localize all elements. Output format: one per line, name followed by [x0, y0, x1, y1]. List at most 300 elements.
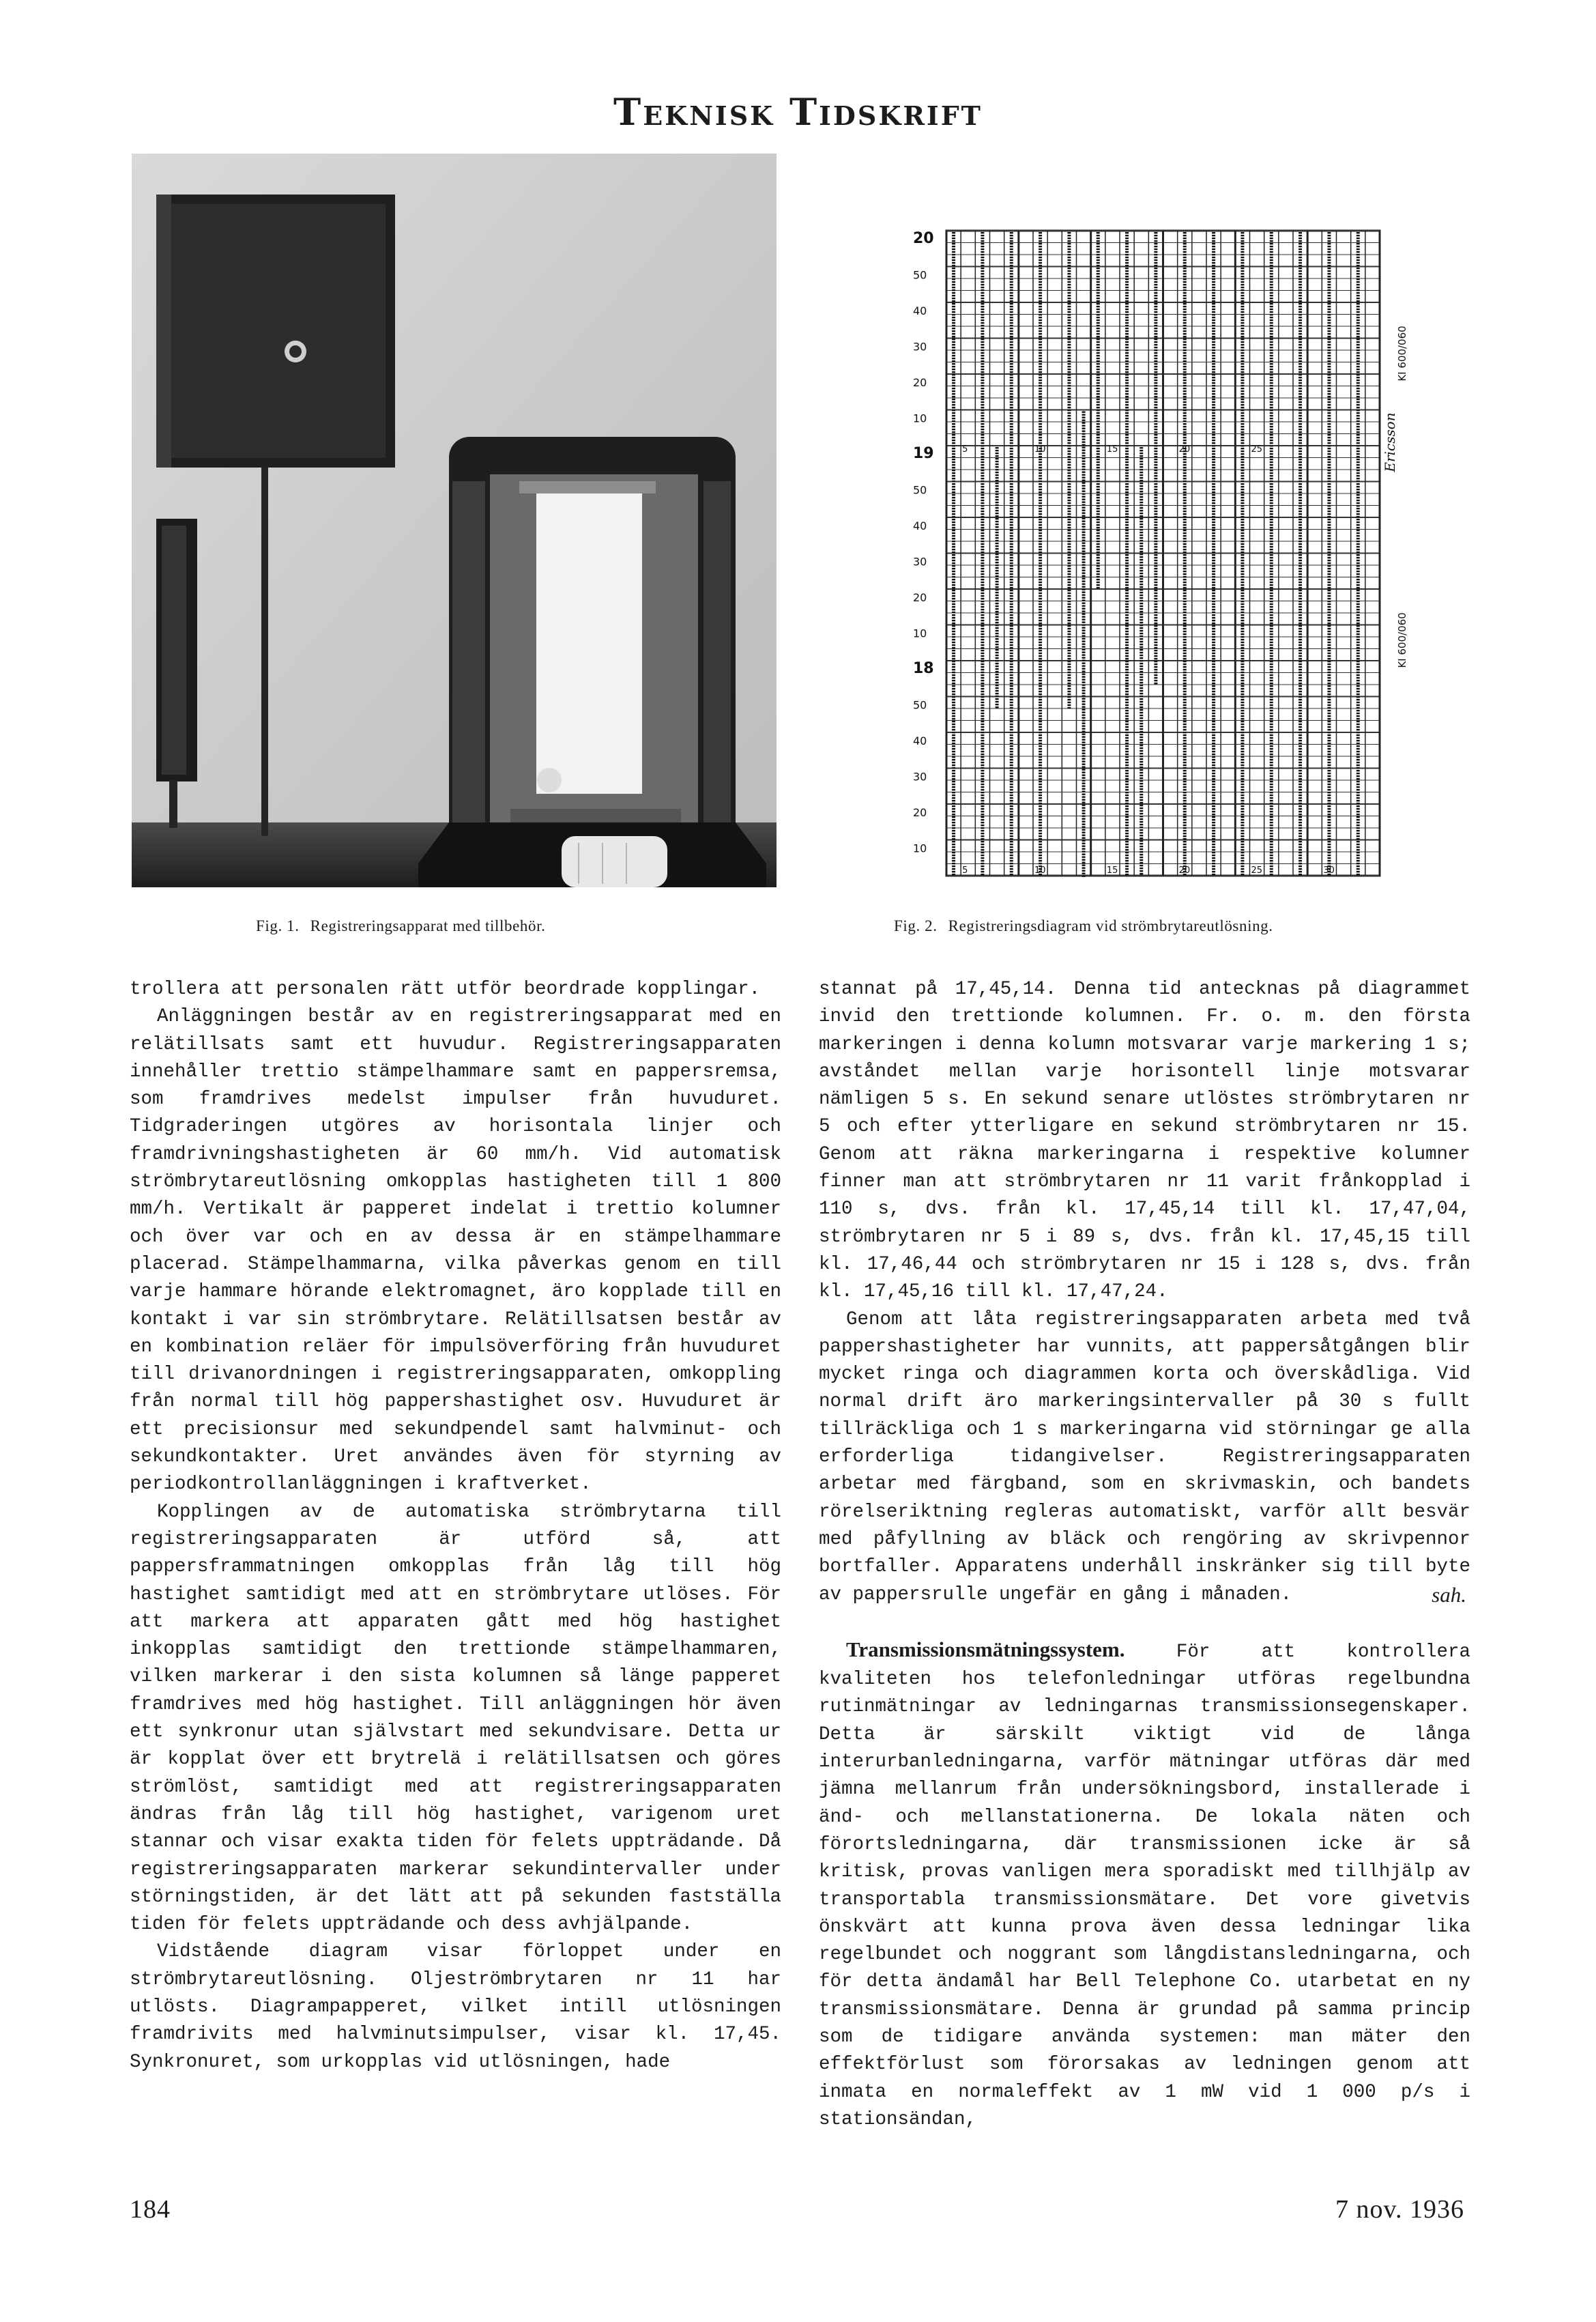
stamp-mark — [1212, 751, 1215, 752]
stamp-mark — [1125, 472, 1129, 474]
stamp-mark — [1125, 401, 1129, 403]
stamp-mark — [1125, 767, 1129, 769]
stamp-mark — [952, 240, 955, 242]
stamp-mark — [1067, 287, 1071, 288]
stamp-mark — [1154, 355, 1157, 356]
stamp-mark — [1240, 311, 1244, 313]
stamp-mark — [1010, 240, 1013, 242]
stamp-mark — [1212, 445, 1215, 446]
stamp-mark — [1212, 251, 1215, 253]
stamp-mark — [1298, 543, 1302, 545]
stamp-mark — [981, 292, 984, 293]
stamp-mark — [1183, 415, 1187, 416]
stamp-mark — [1097, 295, 1100, 296]
stamp-mark — [1240, 653, 1244, 654]
stamp-mark — [1082, 747, 1086, 749]
stamp-mark — [1183, 650, 1187, 651]
stamp-mark — [1327, 519, 1331, 520]
stamp-mark — [1154, 423, 1157, 425]
stamp-mark — [1125, 778, 1129, 779]
stamp-mark — [1010, 663, 1013, 665]
stamp-mark — [1270, 330, 1273, 332]
stamp-mark — [1356, 420, 1360, 422]
stamp-mark — [1183, 658, 1187, 659]
stamp-mark — [1298, 773, 1302, 774]
stamp-mark — [1212, 287, 1215, 288]
stamp-mark — [952, 265, 955, 266]
stamp-mark — [1270, 505, 1273, 506]
stamp-mark — [1125, 554, 1129, 556]
stamp-mark — [981, 606, 984, 607]
stamp-mark — [1154, 677, 1157, 678]
stamp-mark — [1039, 508, 1042, 509]
stamp-mark — [1270, 314, 1273, 315]
stamp-mark — [1183, 805, 1187, 807]
stamp-mark — [1010, 751, 1013, 752]
stamp-mark — [1067, 374, 1071, 375]
stamp-mark — [1240, 475, 1244, 476]
stamp-mark — [1154, 240, 1157, 242]
stamp-mark — [1240, 486, 1244, 487]
stamp-mark — [1010, 868, 1013, 870]
stamp-mark — [1097, 475, 1100, 476]
stamp-mark — [1010, 740, 1013, 741]
stamp-mark — [1067, 257, 1071, 258]
stamp-mark — [1183, 248, 1187, 250]
stamp-mark — [1298, 737, 1302, 739]
stamp-mark — [1183, 603, 1187, 605]
stamp-mark — [1154, 371, 1157, 373]
stamp-mark — [1240, 816, 1244, 818]
stamp-mark — [1154, 322, 1157, 324]
stamp-mark — [1010, 453, 1013, 455]
stamp-mark — [1125, 317, 1129, 318]
stamp-mark — [1140, 529, 1143, 530]
stamp-mark — [952, 868, 955, 870]
stamp-mark — [1298, 568, 1302, 569]
stamp-mark — [1140, 761, 1143, 762]
stamp-mark — [1067, 420, 1071, 422]
stamp-mark — [981, 505, 984, 506]
stamp-mark — [1082, 556, 1086, 558]
stamp-mark — [1183, 672, 1187, 673]
stamp-mark — [1270, 663, 1273, 665]
stamp-mark — [952, 393, 955, 395]
stamp-mark — [1212, 382, 1215, 384]
stamp-mark — [952, 860, 955, 861]
stamp-mark — [1240, 336, 1244, 337]
stamp-mark — [1154, 467, 1157, 468]
stamp-mark — [981, 620, 984, 621]
stamp-mark — [1097, 355, 1100, 356]
stamp-mark — [1240, 775, 1244, 777]
stamp-mark — [1067, 347, 1071, 348]
stamp-mark — [1067, 625, 1071, 627]
stamp-mark — [1356, 481, 1360, 482]
stamp-mark — [1356, 617, 1360, 618]
stamp-mark — [1154, 344, 1157, 345]
stamp-mark — [952, 794, 955, 796]
stamp-mark — [1240, 319, 1244, 321]
stamp-mark — [952, 500, 955, 501]
stamp-mark — [1039, 710, 1042, 711]
stamp-mark — [1039, 562, 1042, 564]
stamp-mark — [1067, 382, 1071, 384]
stamp-mark — [1183, 513, 1187, 515]
stamp-mark — [1212, 732, 1215, 733]
stamp-mark — [996, 630, 999, 631]
stamp-mark — [1039, 524, 1042, 526]
stamp-mark — [1010, 418, 1013, 419]
stamp-mark — [1240, 786, 1244, 788]
stamp-mark — [1082, 581, 1086, 582]
stamp-mark — [1270, 508, 1273, 509]
stamp-mark — [1240, 513, 1244, 515]
stamp-mark — [1356, 360, 1360, 362]
stamp-mark — [1082, 474, 1086, 476]
stamp-mark — [981, 576, 984, 577]
stamp-mark — [1212, 737, 1215, 739]
stamp-mark — [1097, 371, 1100, 373]
stamp-mark — [1240, 339, 1244, 340]
stamp-mark — [952, 404, 955, 405]
stamp-mark — [1183, 857, 1187, 859]
stamp-mark — [1010, 527, 1013, 528]
stamp-mark — [1356, 445, 1360, 446]
stamp-mark — [1212, 355, 1215, 356]
stamp-mark — [1298, 841, 1302, 842]
stamp-mark — [1212, 571, 1215, 572]
stamp-mark — [1240, 502, 1244, 504]
stamp-mark — [952, 287, 955, 288]
stamp-mark — [1298, 328, 1302, 329]
stamp-mark — [1125, 789, 1129, 790]
stamp-mark — [981, 696, 984, 698]
stamp-mark — [1183, 303, 1187, 304]
stamp-mark — [1125, 426, 1129, 427]
stamp-mark — [1125, 382, 1129, 384]
stamp-mark — [1183, 262, 1187, 263]
stamp-mark — [1240, 524, 1244, 526]
stamp-mark — [1240, 677, 1244, 678]
stamp-mark — [1010, 322, 1013, 324]
stamp-mark — [1067, 554, 1071, 556]
stamp-mark — [1067, 276, 1071, 277]
stamp-mark — [1270, 759, 1273, 760]
stamp-mark — [1140, 758, 1143, 760]
stamp-mark — [1067, 355, 1071, 356]
stamp-mark — [1270, 819, 1273, 820]
stamp-mark — [1356, 721, 1360, 722]
stamp-mark — [1067, 622, 1071, 624]
stamp-mark — [1154, 546, 1157, 547]
stamp-mark — [1356, 775, 1360, 777]
stamp-mark — [981, 595, 984, 597]
stamp-mark — [952, 606, 955, 607]
stamp-mark — [996, 652, 999, 653]
stamp-mark — [1010, 369, 1013, 370]
stamp-mark — [1298, 459, 1302, 460]
stamp-mark — [1154, 631, 1157, 632]
stamp-mark — [952, 622, 955, 624]
stamp-mark — [981, 723, 984, 725]
stamp-mark — [1270, 587, 1273, 588]
stamp-mark — [1039, 699, 1042, 700]
stamp-mark — [1356, 822, 1360, 823]
stamp-mark — [1010, 344, 1013, 345]
stamp-mark — [1125, 696, 1129, 698]
stamp-mark — [1125, 764, 1129, 766]
stamp-mark — [952, 494, 955, 496]
stamp-mark — [1298, 587, 1302, 588]
stamp-mark — [1183, 663, 1187, 665]
stamp-mark — [952, 251, 955, 253]
stamp-mark — [1327, 527, 1331, 528]
stamp-mark — [1154, 573, 1157, 575]
stamp-mark — [1240, 481, 1244, 482]
stamp-mark — [1183, 655, 1187, 657]
stamp-mark — [1097, 448, 1100, 449]
stamp-mark — [1125, 693, 1129, 695]
stamp-mark — [1039, 743, 1042, 744]
stamp-mark — [1125, 560, 1129, 561]
stamp-mark — [1125, 491, 1129, 493]
stamp-mark — [952, 754, 955, 755]
stamp-mark — [1270, 418, 1273, 419]
stamp-mark — [1140, 504, 1143, 506]
stamp-mark — [1039, 745, 1042, 747]
stamp-mark — [1097, 571, 1100, 572]
stamp-mark — [1356, 639, 1360, 640]
stamp-mark — [1327, 374, 1331, 375]
stamp-mark — [1039, 625, 1042, 627]
stamp-mark — [1039, 472, 1042, 474]
stamp-mark — [1039, 661, 1042, 662]
stamp-mark — [1140, 756, 1143, 757]
stamp-mark — [1212, 617, 1215, 618]
stamp-mark — [1240, 702, 1244, 703]
stamp-mark — [1097, 270, 1100, 272]
stamp-mark — [1097, 412, 1100, 414]
stamp-mark — [1067, 440, 1071, 441]
stamp-mark — [1183, 423, 1187, 425]
stamp-mark — [1082, 813, 1086, 814]
stamp-mark — [1298, 849, 1302, 850]
stamp-mark — [1154, 420, 1157, 422]
stamp-mark — [1039, 855, 1042, 856]
stamp-mark — [1067, 603, 1071, 605]
stamp-mark — [1212, 336, 1215, 337]
stamp-mark — [1327, 505, 1331, 506]
stamp-mark — [1212, 319, 1215, 321]
stamp-mark — [1010, 642, 1013, 643]
stamp-mark — [1125, 666, 1129, 668]
stamp-mark — [1212, 254, 1215, 255]
stamp-mark — [1270, 494, 1273, 496]
stamp-mark — [1067, 379, 1071, 381]
stamp-mark — [1097, 388, 1100, 389]
stamp-mark — [1154, 516, 1157, 517]
stamp-mark — [1240, 778, 1244, 779]
stamp-mark — [1270, 860, 1273, 861]
stamp-mark — [1356, 805, 1360, 807]
stamp-mark — [1082, 848, 1086, 850]
stamp-mark — [1240, 838, 1244, 840]
stamp-mark — [1356, 284, 1360, 285]
stamp-mark — [1212, 576, 1215, 577]
stamp-mark — [1327, 773, 1331, 774]
stamp-mark — [1125, 246, 1129, 247]
stamp-mark — [1183, 729, 1187, 730]
stamp-mark — [1298, 617, 1302, 618]
stamp-mark — [1356, 355, 1360, 356]
stamp-mark — [1356, 281, 1360, 283]
stamp-mark — [1183, 844, 1187, 845]
row-label: 30 — [913, 555, 927, 569]
stamp-mark — [1183, 587, 1187, 588]
stamp-mark — [1240, 666, 1244, 668]
stamp-mark — [1240, 289, 1244, 291]
stamp-mark — [952, 341, 955, 343]
stamp-mark — [1039, 650, 1042, 651]
stamp-mark — [1125, 461, 1129, 463]
stamp-mark — [1183, 849, 1187, 850]
stamp-mark — [1327, 754, 1331, 755]
stamp-mark — [1082, 605, 1086, 607]
stamp-mark — [1125, 486, 1129, 487]
stamp-mark — [1125, 371, 1129, 373]
stamp-mark — [952, 478, 955, 479]
stamp-mark — [1270, 647, 1273, 648]
stamp-mark — [1010, 590, 1013, 591]
stamp-mark — [1039, 287, 1042, 288]
stamp-mark — [1097, 289, 1100, 291]
stamp-mark — [1010, 658, 1013, 659]
stamp-mark — [1010, 794, 1013, 796]
stamp-mark — [1154, 445, 1157, 446]
stamp-mark — [1039, 538, 1042, 539]
stamp-mark — [952, 289, 955, 291]
stamp-mark — [1067, 472, 1071, 474]
stamp-mark — [1240, 393, 1244, 395]
stamp-mark — [1010, 816, 1013, 818]
stamp-mark — [1212, 603, 1215, 605]
stamp-mark — [1125, 786, 1129, 788]
stamp-mark — [1082, 829, 1086, 831]
stamp-mark — [1082, 750, 1086, 751]
stamp-mark — [1039, 590, 1042, 591]
stamp-mark — [1039, 696, 1042, 698]
row-label: 40 — [913, 304, 927, 317]
stamp-mark — [1010, 551, 1013, 553]
stamp-mark — [1270, 527, 1273, 528]
stamp-mark — [1327, 481, 1331, 482]
stamp-mark — [1356, 800, 1360, 801]
stamp-mark — [1183, 369, 1187, 370]
stamp-mark — [1010, 328, 1013, 329]
stamp-mark — [1154, 551, 1157, 553]
stamp-mark — [1067, 270, 1071, 272]
stamp-mark — [1183, 666, 1187, 668]
stamp-mark — [1039, 341, 1042, 343]
stamp-mark — [1356, 538, 1360, 539]
stamp-mark — [1154, 281, 1157, 283]
stamp-mark — [1270, 431, 1273, 433]
stamp-mark — [981, 235, 984, 236]
stamp-mark — [1240, 382, 1244, 384]
stamp-mark — [1356, 393, 1360, 395]
stamp-mark — [981, 232, 984, 233]
stamp-mark — [1039, 639, 1042, 640]
stamp-mark — [1240, 748, 1244, 749]
stamp-mark — [952, 661, 955, 662]
stamp-mark — [1067, 437, 1071, 438]
stamp-mark — [1183, 647, 1187, 648]
stamp-mark — [1140, 736, 1143, 738]
stamp-mark — [1212, 265, 1215, 266]
stamp-mark — [1356, 371, 1360, 373]
stamp-mark — [1010, 382, 1013, 384]
stamp-mark — [1298, 835, 1302, 837]
stamp-mark — [1039, 505, 1042, 506]
stamp-mark — [1356, 339, 1360, 340]
stamp-mark — [1298, 726, 1302, 728]
stamp-mark — [1125, 481, 1129, 482]
stamp-mark — [1067, 489, 1071, 490]
stamp-mark — [1010, 732, 1013, 733]
stamp-mark — [1010, 379, 1013, 381]
stamp-mark — [1212, 661, 1215, 662]
stamp-mark — [996, 594, 999, 596]
stamp-mark — [1125, 655, 1129, 657]
maker-mark: Ericsson — [1382, 412, 1398, 472]
stamp-mark — [1140, 616, 1143, 618]
stamp-mark — [1067, 505, 1071, 506]
stamp-mark — [1097, 240, 1100, 242]
stamp-mark — [1097, 298, 1100, 299]
stamp-mark — [1240, 369, 1244, 370]
stamp-mark — [1039, 770, 1042, 771]
stamp-mark — [1356, 434, 1360, 435]
stamp-mark — [1212, 592, 1215, 594]
stamp-mark — [1298, 500, 1302, 501]
stamp-mark — [1327, 830, 1331, 831]
stamp-mark — [1270, 366, 1273, 367]
stamp-mark — [1327, 636, 1331, 637]
stamp-mark — [1010, 827, 1013, 829]
stamp-mark — [1356, 778, 1360, 779]
stamp-mark — [1067, 483, 1071, 485]
stamp-mark — [1140, 551, 1143, 552]
stamp-mark — [1082, 608, 1086, 610]
stamp-mark — [1039, 863, 1042, 864]
stamp-mark — [1240, 459, 1244, 460]
stamp-mark — [1067, 298, 1071, 299]
stamp-mark — [1327, 407, 1331, 408]
stamp-mark — [1067, 448, 1071, 449]
stamp-mark — [952, 426, 955, 427]
stamp-mark — [1154, 532, 1157, 534]
stamp-mark — [1097, 284, 1100, 285]
stamp-mark — [1097, 319, 1100, 321]
stamp-mark — [1125, 538, 1129, 539]
stamp-mark — [1356, 262, 1360, 263]
stamp-mark — [1154, 319, 1157, 321]
stamp-mark — [1270, 407, 1273, 408]
stamp-mark — [981, 281, 984, 283]
stamp-mark — [1154, 349, 1157, 351]
stamp-mark — [1125, 636, 1129, 637]
